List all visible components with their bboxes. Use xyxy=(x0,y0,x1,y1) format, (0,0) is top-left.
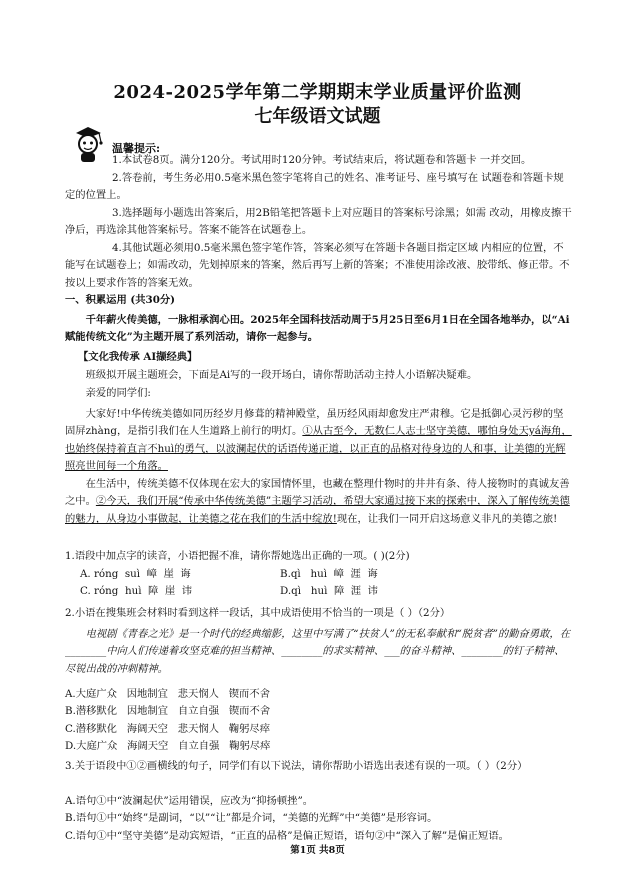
tip-3: 3.选择题每小题选出答案后，用2B铅笔把答题卡上对应题目的答案标号涂黑；如需 改动，用橡皮擦干净后，再选涂其他答案标号。答案不能答在试题卷上。 xyxy=(65,207,572,237)
sub-heading: 【文化我传承 AI撷经典】 xyxy=(78,351,198,363)
q2-passage: 电视剧《青春之光》是一个时代的经典缩影，这里中写满了“扶贫人”的无私奉献和“脱贫者”的勤奋勇敢，在________中向人们传递着攻坚克难的担当精神、________的求实精神、___的奋斗精神、________的钉子精神、尽锐出战的冲刺精神。 xyxy=(65,628,571,675)
greeting: 亲爱的同学们: xyxy=(85,387,151,399)
q1-options xyxy=(80,566,378,601)
underlined-sentence-1: ①从古至今，无数仁人志士坚守美德，哪怕身处天yá海角，也始终保持着直言不huì的勇气，以波澜起伏的话语传递正道，以正直的品格对待身边的人和事，让美德的光辉照亮世间每一个角落。 xyxy=(65,425,572,473)
mascot-icon xyxy=(68,124,108,164)
q1-option-row: A. róng suì 嶂 崖 诲 B.qì huì 嶂 涯 诲 xyxy=(80,568,378,580)
underlined-sentence-2: ②今天，我们开展“传承中华传统美德”主题学习活动，希望大家通过接下来的探索中，深入了解传统美德的魅力，从身边小事做起，让美德之花在我们的生活中绽放! xyxy=(65,495,570,525)
sub-intro: 班级拟开展主题班会，下面是Ai写的一段开场白，请你帮助活动主持人小语解决疑难。 xyxy=(85,369,478,381)
tip-2: 2.答卷前，考生务必用0.5毫米黑色签字笔将自己的姓名、准考证号、座号填写在 试题卷和答题卡规定的位置上。 xyxy=(65,172,564,202)
q2-option: D.大庭广众 海阔天空 自立自强 鞠躬尽瘁 xyxy=(65,740,271,753)
q1-option-row: C. róng huì 障 崖 讳 D.qì huì 障 涯 讳 xyxy=(80,585,378,598)
q3-option: A.语句①中“波澜起伏”运用错误，应改为“抑扬顿挫”。 xyxy=(65,795,313,807)
tip-1: 1.本试卷8页。满分120分。考试用时120分钟。考试结束后，将试题卷和答题卡 一并交回。 xyxy=(112,154,532,166)
passage-paragraph-2: 在生活中，传统美德不仅体现在宏大的家国情怀里，也藏在整理什物时的井井有条、待人接物时的真诚友善之中。②今天，我们开展“传承中华传统美德”主题学习活动，希望大家通过接下来的探索中，深入了解传统美德的魅力，从身边小事做起，让美德之花在我们的生活中绽放!现在，让我们一同开启这场意义非凡的美德之旅! xyxy=(65,478,570,525)
q2-option: B.潜移默化 因地制宜 自立自强 锲而不舍 xyxy=(65,705,271,718)
question-1: 1.语段中加点字的读音，小语把握不准，请你帮她选出正确的一项。( )(2分) xyxy=(65,550,410,562)
tips-heading: 温馨提示: xyxy=(112,142,161,155)
q3-option: B.语句①中“始终”是副词，“以”“让”都是介词，“美德的光辉”中“美德”是形容词。 xyxy=(65,812,438,825)
page-number: 第1页 共8页 xyxy=(290,845,345,856)
q2-option: A.大庭广众 因地制宜 悲天悯人 锲而不舍 xyxy=(65,688,270,700)
tip-4: 4.其他试题必须用0.5毫米黑色签字笔作答，答案必须写在答题卡各题目指定区域 内相应的位置，不能写在试题卷上；如需改动，先划掉原来的答案，然后再写上新的答案；不准使用涂改液、胶带纸、修正带。不按以上要求作答的答案无效。 xyxy=(65,242,570,289)
q3-option: C.语句①中“坚守美德”是动宾短语，“正直的品格”是偏正短语，语句②中“深入了解”是偏正短语。 xyxy=(65,829,509,842)
passage-paragraph-1: 大家好!中华传统美德如同历经岁月修葺的精神殿堂，虽历经风雨却愈发庄严肃穆。它是抵御心灵污秽的坚固屏zhàng，是指引我们在人生道路上前行的明灯。①从古至今，无数仁人志士坚守美德，哪怕身处天yá海角，也始终保持着直言不huì的勇气，以波澜起伏的话语传递正道，以正直的品格对待身边的人和事，让美德的光辉照亮世间每一个角落。 xyxy=(65,408,572,473)
q2-option: C.潜移默化 海阔天空 悲天悯人 鞠躬尽瘁 xyxy=(65,722,270,735)
exam-subtitle: 七年级语文试题 xyxy=(254,106,381,127)
q3-options xyxy=(65,793,572,845)
exam-title: 2024-2025学年第二学期期末学业质量评价监测 xyxy=(113,82,522,103)
section-heading: 一、积累运用 (共30分) xyxy=(65,294,176,306)
q2-options xyxy=(65,686,270,756)
question-3: 3.关于语段中①②画横线的句子，同学们有以下说法，请你帮助小语选出表述有误的一项。（ ）（2分） xyxy=(65,760,528,772)
question-2: 2.小语在搜集班会材料时看到这样一段话，其中成语使用不恰当的一项是（ ）（2分） xyxy=(65,607,451,619)
intro-paragraph: 千年薪火传美德，一脉相承润心田。2025年全国科技活动周于5月25日至6月1日在全国各地举办，以“Ai赋能传统文化”为主题开展了系列活动，请你一起参与。 xyxy=(65,314,570,344)
